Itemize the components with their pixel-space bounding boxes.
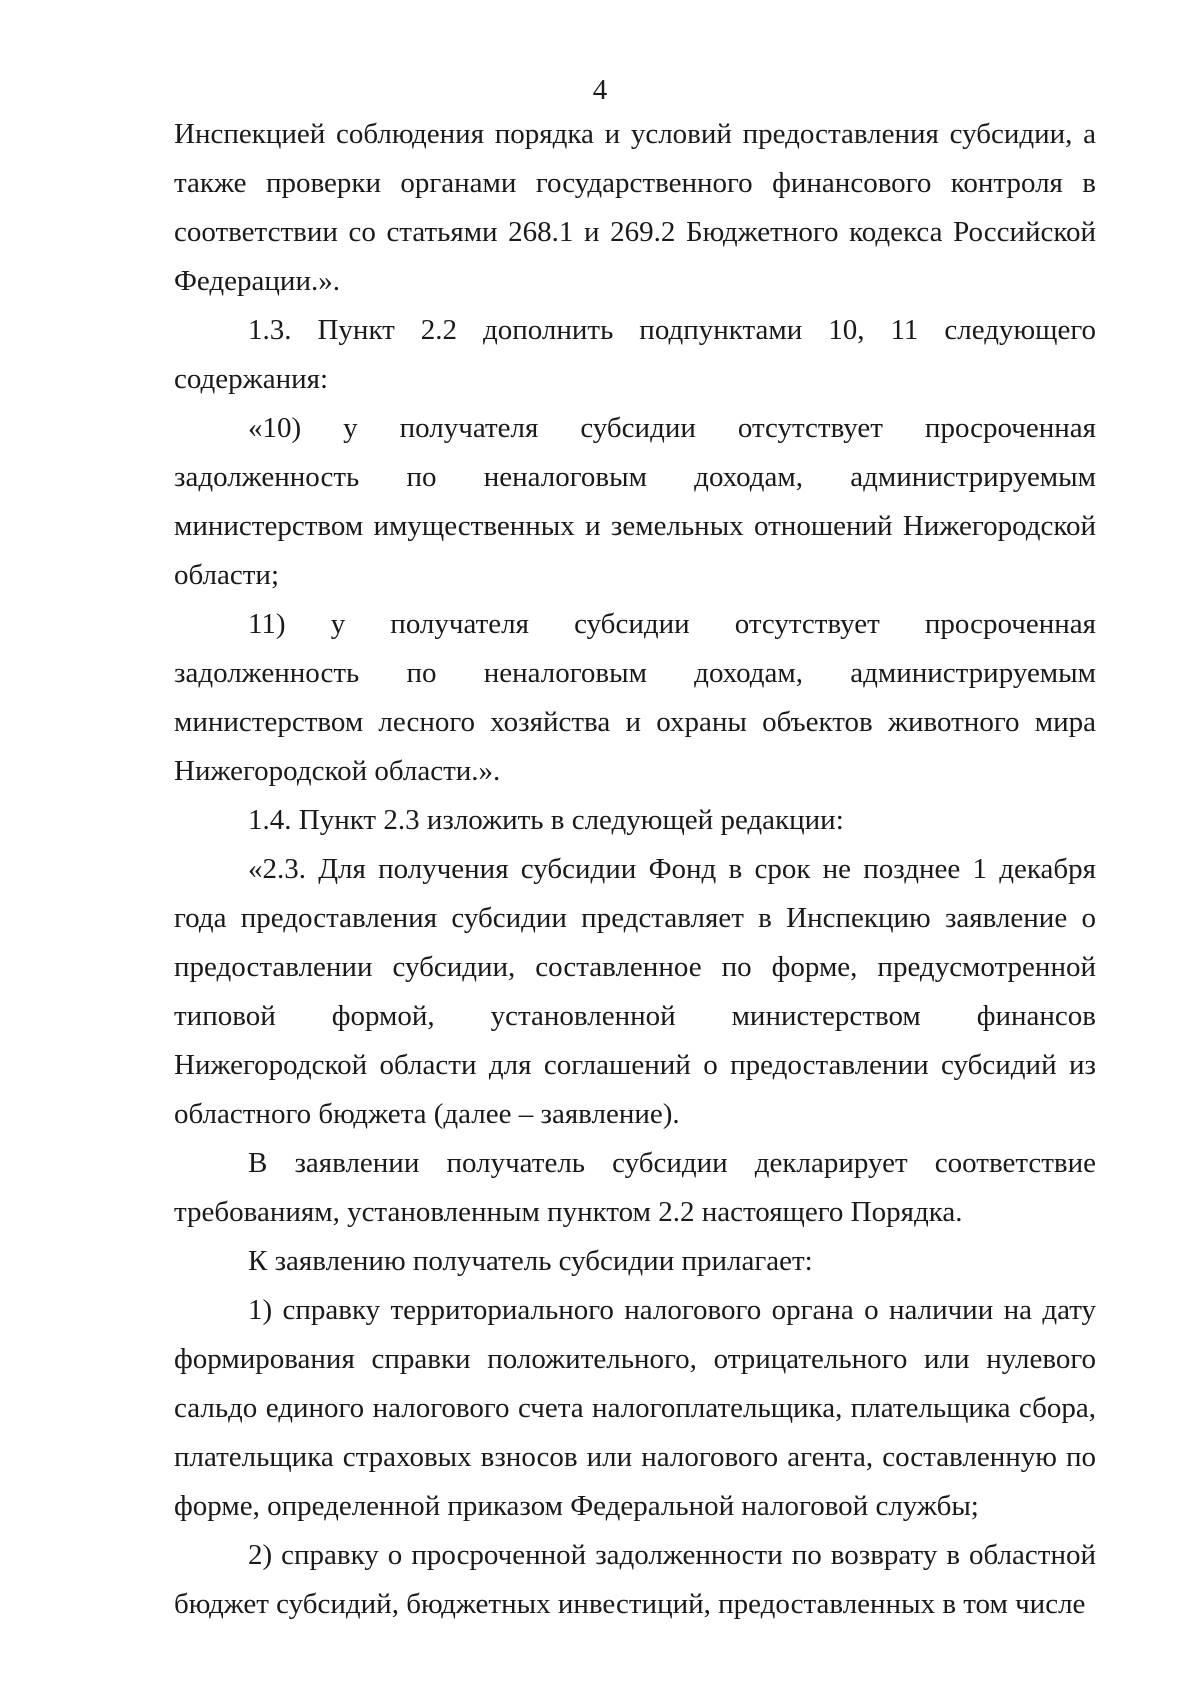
paragraph-subitem-10: «10) у получателя субсидии отсутствует просроченная задолженность по неналоговым доходам, администрируемым министерством имущественных и земельных отношений Нижегородской области;: [174, 412, 1096, 591]
paragraph-item-1-4: 1.4. Пункт 2.3 изложить в следующей редакции:: [248, 804, 844, 836]
document-body: [174, 110, 1096, 1629]
paragraph-attachments-intro: К заявлению получатель субсидии прилагает:: [248, 1245, 813, 1277]
paragraph-subitem-11: 11) у получателя субсидии отсутствует просроченная задолженность по неналоговым доходам, администрируемым министерством лесного хозяйства и охраны объектов животного мира Нижегородской области.».: [174, 608, 1096, 787]
paragraph-item-2-3: «2.3. Для получения субсидии Фонд в срок не позднее 1 декабря года предоставления субсидии представляет в Инспекцию заявление о предоставлении субсидии, составленное по форме, предусмотренной типовой формой, установленной министерством финансов Нижегородской области для соглашений о предоставлении субсидий из областного бюджета (далее – заявление).: [174, 853, 1096, 1130]
paragraph-continuation: Инспекцией соблюдения порядка и условий предоставления субсидии, а также проверки органами государственного финансового контроля в соответствии со статьями 268.1 и 269.2 Бюджетного кодекса Российской Федерации.».: [174, 118, 1096, 297]
paragraph-attachment-1: 1) справку территориального налогового органа о наличии на дату формирования справки положительного, отрицательного или нулевого сальдо единого налогового счета налогоплательщика, плательщика сбора, плательщика страховых взносов или налогового агента, составленную по форме, определенной приказом Федеральной налоговой службы;: [174, 1294, 1096, 1522]
page-number: 4: [592, 74, 608, 106]
paragraph-item-1-3: 1.3. Пункт 2.2 дополнить подпунктами 10, 11 следующего содержания:: [174, 314, 1096, 395]
paragraph-attachment-2: 2) справку о просроченной задолженности по возврату в областной бюджет субсидий, бюджетных инвестиций, предоставленных в том числе: [174, 1539, 1096, 1620]
paragraph-declaration: В заявлении получатель субсидии декларирует соответствие требованиям, установленным пунктом 2.2 настоящего Порядка.: [174, 1147, 1096, 1228]
